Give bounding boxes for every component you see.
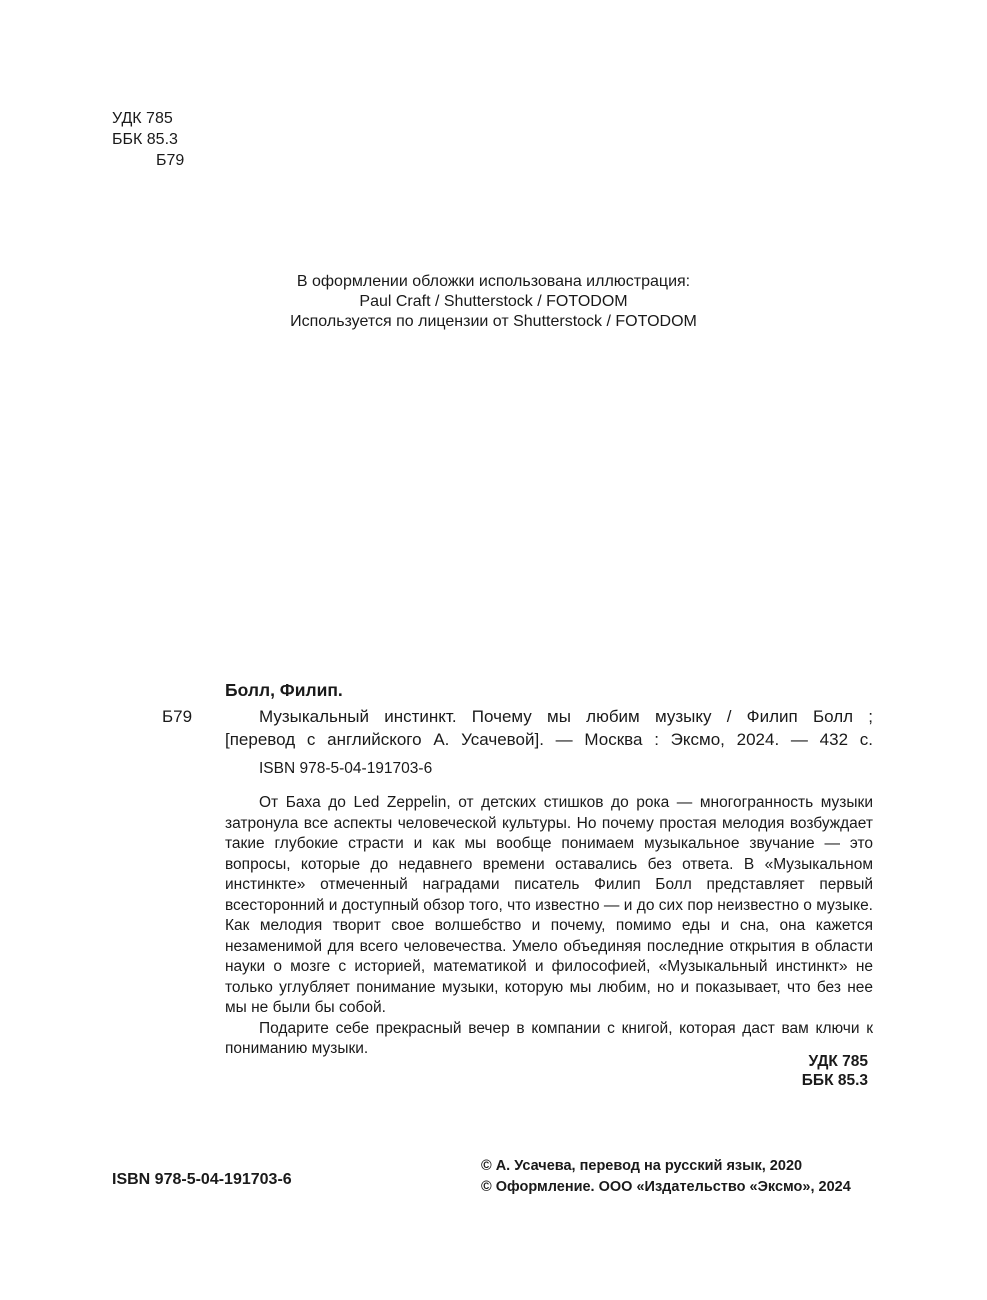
copyright-translation: © А. Усачева, перевод на русский язык, 2020 [481, 1158, 803, 1174]
record-author-sign: Б79 [162, 707, 193, 726]
title-line-1: Музыкальный инстинкт. Почему мы любим музыку / Филип Болл ; [259, 707, 873, 726]
footer-isbn: ISBN 978-5-04-191703-6 [112, 1171, 292, 1188]
copyright-block [481, 1156, 851, 1198]
annotation-paragraph-2: Подарите себе прекрасный вечер в компании с книгой, которая даст вам ключи к пониманию музыки. [225, 1019, 873, 1057]
copyright-design: © Оформление. ООО «Издательство «Эксмо», 2024 [481, 1179, 851, 1195]
title-line-2: [перевод с английского А. Усачевой]. — Москва : Эксмо, 2024. — 432 с. [225, 730, 873, 749]
classification-block [112, 108, 184, 171]
author-sign: Б79 [156, 152, 185, 169]
cover-credit-line-2: Paul Craft / Shutterstock / FOTODOM [359, 293, 628, 310]
annotation-paragraph-1: От Баха до Led Zeppelin, от детских стишков до рока — многогранность музыки затронула все аспекты человеческой культуры. Но почему простая мелодия возбуждает такие глубокие страсти и как мы вообще понимаем музыкальное звучание — это вопросы, которые до недавнего времени оставались без ответа. В «Музыкальном инстинкте» отмеченный наградами писатель Филип Болл представляет первый всесторонний и доступный обзор того, что известно — и до сих пор неизвестно о музыке. Как мелодия творит свое волшебство и почему, помимо еды и сна, она кажется незаменимой для всего человечества. Умело объединяя последние открытия в области науки о мозге с историей, математикой и философией, «Музыкальный инстинкт» не только углубляет понимание музыки, которую мы любим, но и показывает, что без нее мы не были бы собой. [225, 794, 873, 1016]
cover-credit-line-1: В оформлении обложки использована иллюстрация: [296, 273, 691, 290]
index-udk: УДК 785 [808, 1053, 868, 1070]
annotation [225, 793, 873, 1060]
index-codes [700, 1052, 868, 1090]
title-description [225, 705, 873, 751]
index-bbk: ББК 85.3 [801, 1072, 868, 1089]
cover-credit [0, 272, 987, 332]
cover-credit-line-3: Используется по лицензии от Shutterstock / FOTODOM [290, 313, 697, 330]
bbk-code: ББК 85.3 [112, 131, 178, 148]
udk-code: УДК 785 [112, 110, 173, 127]
record-isbn: ISBN 978-5-04-191703-6 [259, 760, 433, 777]
author-heading: Болл, Филип. [225, 680, 343, 700]
